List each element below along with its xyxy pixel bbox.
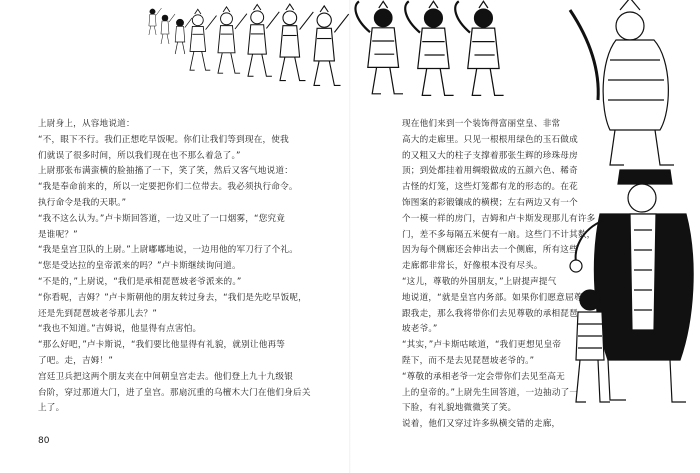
text-line: “那么好吧，”卢卡斯说，“我们要比他显得有礼貌，就别让他再等: [38, 340, 286, 351]
text-line: 还是先到琵琶坡老爷那儿去？”: [38, 308, 157, 319]
text-line: 执行命令是我的天职。”: [38, 197, 127, 208]
text-line: 了吧。走，吉姆！”: [38, 355, 114, 366]
text-line: 顶；到处都挂着用绸缎做成的五颜六色、稀奇: [402, 166, 578, 177]
text-line: “尊敬的承相老爷一定会带你们去见至高无: [402, 371, 565, 382]
left-page-text: [38, 117, 311, 417]
text-line: 跟我走，那么我将带你们去见尊敬的承相琵琶: [402, 308, 578, 319]
text-line: 下脸，有礼貌地微微笑了笑。: [402, 403, 517, 414]
text-line: 因为每个侧廊还会伸出去一个侧廊，所有这些: [402, 245, 578, 256]
text-line: 上的皇帝的。”上尉先生回答道，一边抽动了一: [402, 387, 579, 398]
text-line: “我也不知道。”吉姆说，他显得有点害怕。: [38, 324, 202, 335]
text-line: 坡老爷。”: [402, 324, 438, 335]
text-line: 陛下，而不是去见琵琶坡老爷的。”: [402, 355, 535, 366]
text-line: 饰图案的彩锻镶成的横楔；左右两边又有一个: [402, 197, 578, 208]
text-line: “不是的，”上尉说，“我们是承相琵琶坡老爷派来的。”: [38, 276, 242, 287]
text-line: “我不这么认为。”卢卡斯回答道，一边又吐了一口烟雾，“您究竟: [38, 213, 286, 224]
text-line: “你看呢，吉姆？”卢卡斯朝他的朋友转过身去，“我们是先吃早饭呢，: [38, 292, 307, 303]
text-line: 台阶，穿过那道大门，进了皇宫。那扇沉重的乌檀木大门在他们身后关: [38, 387, 311, 398]
page-number: 80: [38, 436, 50, 446]
text-line: 们就误了很多时间，所以我们现在也不那么着急了。”: [38, 150, 241, 161]
text-line: 宫廷卫兵把这两个朋友夹在中间朝皇宫走去。他们登上九十九级银: [38, 371, 294, 382]
text-line: “我是奉命前来的，所以一定要把你们二位带去。我必须执行命令。: [38, 182, 298, 193]
text-line: 上尉身上，从容地说道：: [38, 119, 135, 129]
text-line: 说着，他们又穿过许多纵横交错的走廊，: [402, 419, 561, 430]
right-page-text: [402, 117, 612, 433]
text-line: 古怪的灯笼，这些灯笼都有龙的形态的。在花: [402, 182, 578, 193]
text-line: 地说道，“就是皇宫内务部。如果你们愿意屈尊: [402, 292, 583, 303]
text-line: 上了。: [38, 403, 65, 414]
guards-procession-illustration: [130, 0, 530, 108]
text-line: “其实，”卢卡斯咕哝道，“我们更想见皇帝: [402, 340, 562, 351]
text-line: “我是皇宫卫队的上尉。”上尉嘟嘟地说，一边用他的军刀行了个礼。: [38, 245, 299, 256]
text-line: 高大的走廊里。只见一根根用绿色的玉石做成: [402, 134, 578, 145]
text-line: “不，眼下不行。我们正想吃早饭呢。你们让我们等到现在，使我: [38, 134, 289, 145]
text-line: 现在他们来到一个装饰得富丽堂皇、非常: [402, 119, 561, 129]
text-line: 个一模一样的房门，吉姆和卢卡斯发现那儿有许多: [402, 213, 596, 224]
text-line: “您是受达拉的皇帝派来的吗？”卢卡斯继续询问道。: [38, 261, 241, 272]
text-line: 上尉那张布满蛮横的脸抽搐了一下，笑了笑，然后又客气地说道：: [38, 166, 294, 177]
text-line: 的又粗又大的柱子支撑着那张生辉的珍珠母房: [402, 150, 578, 161]
text-line: 是谁呢？”: [38, 229, 78, 240]
text-line: “这儿，尊敬的外国朋友，”上尉提声提气: [402, 276, 557, 287]
text-line: 门，差不多每隔五米便有一扇。这些门不计其数，: [402, 229, 596, 240]
text-line: 走廊都非常长，好像根本没有尽头。: [402, 261, 543, 272]
